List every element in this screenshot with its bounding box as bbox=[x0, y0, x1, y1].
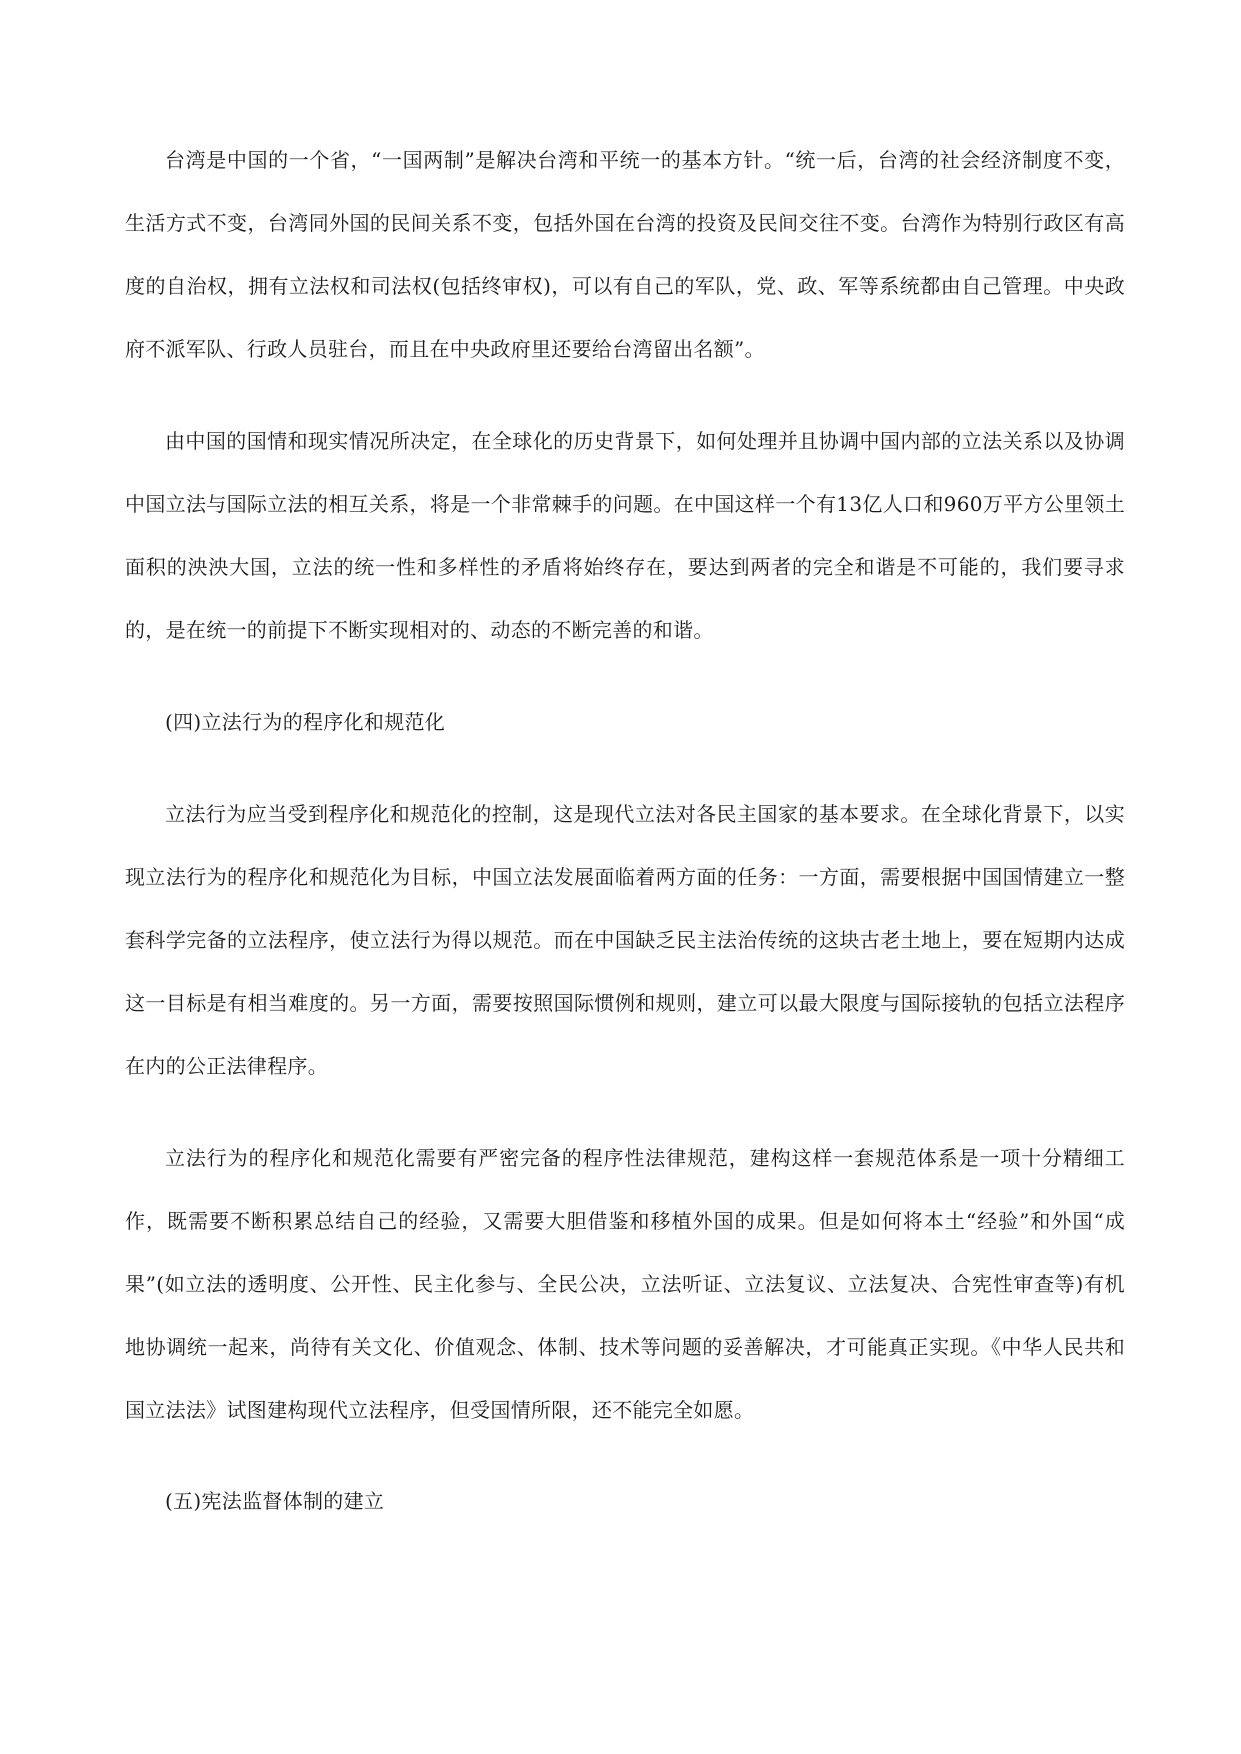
paragraph-procedural-control: 立法行为应当受到程序化和规范化的控制，这是现代立法对各民主国家的基本要求。在全球化背景下，以实现立法行为的程序化和规范化为目标，中国立法发展面临着两方面的任务：一方面，需要根据中国国情建立一整套科学完备的立法程序，使立法行为得以规范。而在中国缺乏民主法治传统的这块古老土地上，要在短期内达成这一目标是有相当难度的。另一方面，需要按照国际惯例和规则，建立可以最大限度与国际接轨的包括立法程序在内的公正法律程序。 bbox=[125, 802, 1125, 1078]
section-heading-5: (五)宪法监督体制的建立 bbox=[165, 1489, 385, 1513]
paragraph-taiwan-one-country-two-systems: 台湾是中国的一个省，“一国两制”是解决台湾和平统一的基本方针。“统一后，台湾的社会经济制度不变，生活方式不变，台湾同外国的民间关系不变，包括外国在台湾的投资及民间交往不变。台湾作为特别行政区有高度的自治权，拥有立法权和司法权(包括终审权)，可以有自己的军队，党、政、军等系统都由自己管理。中央政府不派军队、行政人员驻台，而且在中央政府里还要给台湾留出名额”。 bbox=[125, 148, 1125, 361]
paragraph-legislative-relations: 由中国的国情和现实情况所决定，在全球化的历史背景下，如何处理并且协调中国内部的立法关系以及协调中国立法与国际立法的相互关系，将是一个非常棘手的问题。在中国这样一个有13亿人口和960万平方公里领土面积的泱泱大国，立法的统一性和多样性的矛盾将始终存在，要达到两者的完全和谐是不可能的，我们要寻求的，是在统一的前提下不断实现相对的、动态的不断完善的和谐。 bbox=[125, 429, 1125, 642]
section-heading-4: (四)立法行为的程序化和规范化 bbox=[165, 710, 446, 734]
paragraph-procedural-norms: 立法行为的程序化和规范化需要有严密完备的程序性法律规范，建构这样一套规范体系是一项十分精细工作，既需要不断积累总结自己的经验，又需要大胆借鉴和移植外国的成果。但是如何将本土“经验”和外国“成果”(如立法的透明度、公开性、民主化参与、全民公决，立法听证、立法复议、立法复决、合宪性审查等)有机地协调统一起来，尚待有关文化、价值观念、体制、技术等问题的妥善解决，才可能真正实现。《中华人民共和国立法法》试图建构现代立法程序，但受国情所限，还不能完全如愿。 bbox=[125, 1146, 1125, 1422]
